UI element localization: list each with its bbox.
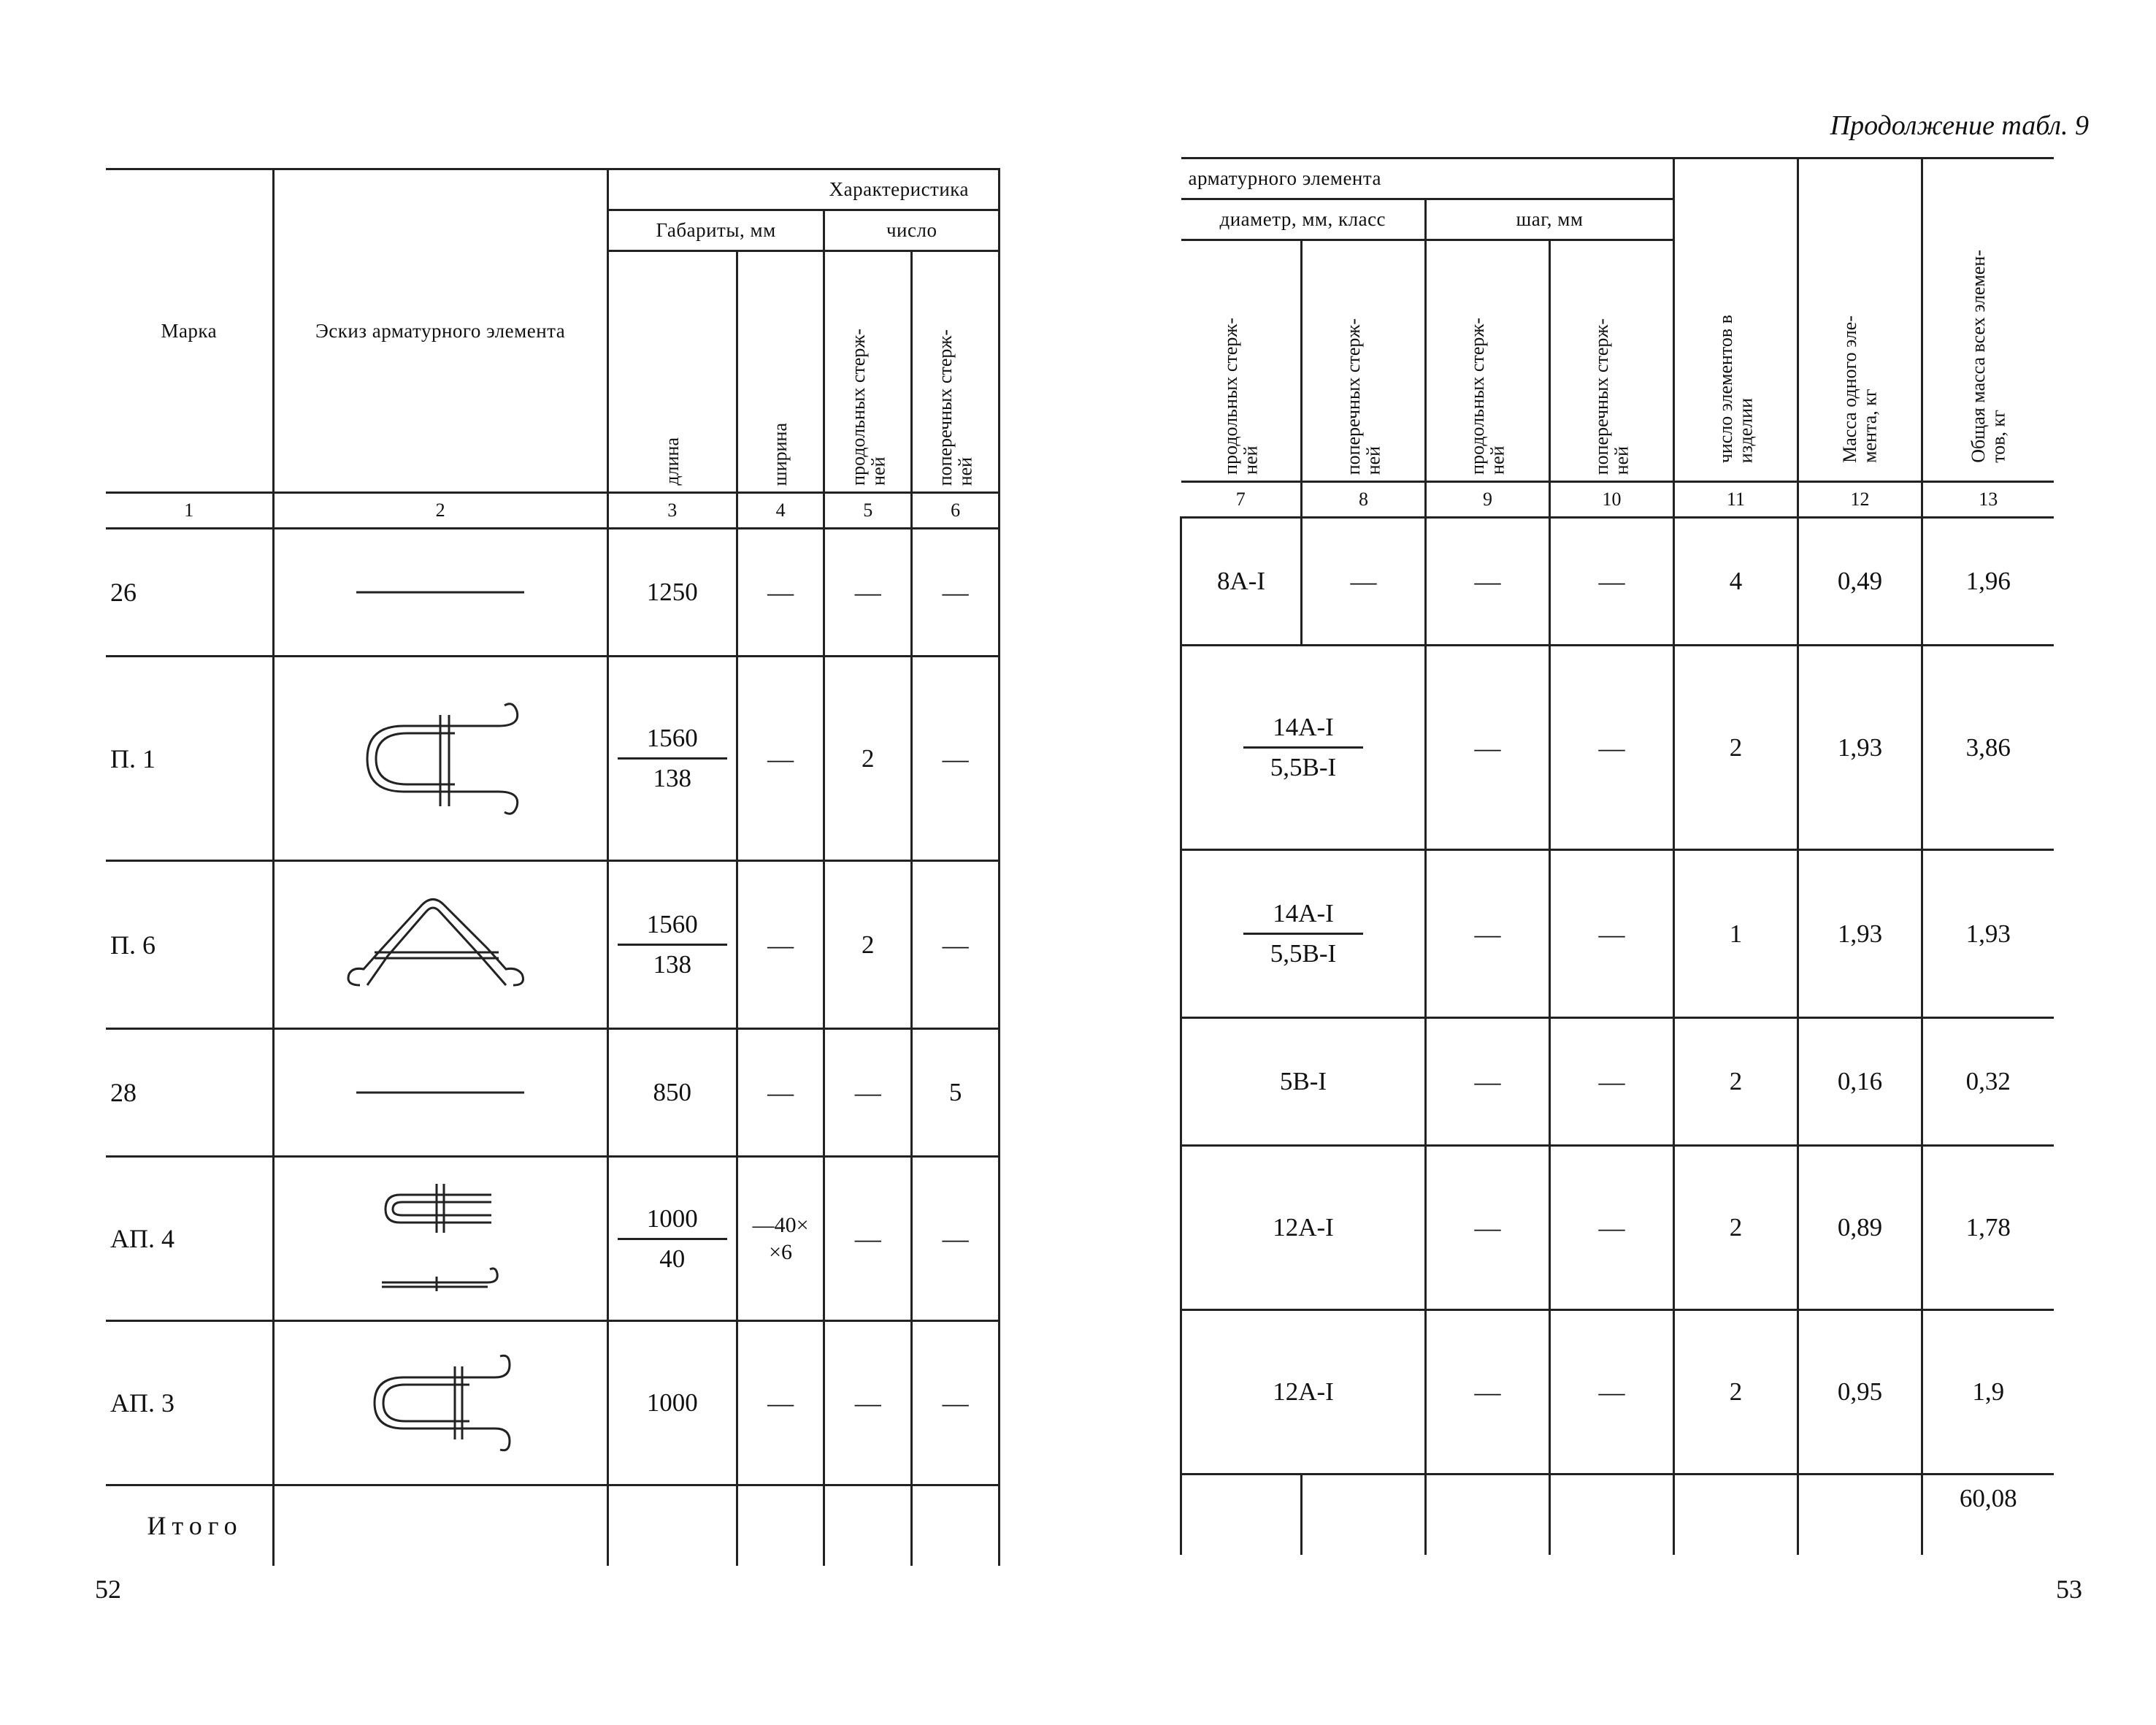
row-count: 2 [1674, 1018, 1798, 1146]
row-mass-one: 1,93 [1798, 850, 1922, 1018]
row-diam-bottom: 5,5B-I [1270, 939, 1337, 968]
row-mark: 28 [106, 1029, 273, 1157]
header-marka: Марка [106, 169, 273, 493]
row-long-count: — [824, 1029, 912, 1157]
col-number: 9 [1426, 482, 1550, 518]
total-value: 60,08 [1922, 1475, 2054, 1555]
row-step-cross: — [1550, 646, 1674, 850]
row-diam-top: 14A-I [1243, 713, 1363, 749]
row-mass-one: 0,89 [1798, 1146, 1922, 1310]
row-mass-total: 1,78 [1922, 1146, 2054, 1310]
row-long-count: 2 [824, 657, 912, 861]
row-step-long: — [1426, 1146, 1550, 1310]
header-prodolnyh: продольных стерж- ней [847, 329, 889, 486]
row-count: 1 [1674, 850, 1798, 1018]
row-diam-cross: — [1302, 518, 1426, 646]
row-cross-count: — [912, 1157, 1000, 1321]
page-number: 53 [2056, 1575, 2082, 1604]
total-row [106, 1485, 1000, 1566]
reinforcement-table-right [1180, 157, 2054, 1555]
col-number: 11 [1674, 482, 1798, 518]
row-length-top: 1000 [618, 1204, 727, 1240]
table-row [1181, 646, 2054, 850]
total-row [1181, 1475, 2054, 1555]
header-characteristic: Характеристика [607, 169, 999, 210]
page-number: 52 [95, 1575, 121, 1604]
straight-bar-sketch [273, 1029, 607, 1157]
row-mark: АП. 3 [106, 1321, 273, 1485]
table-row [1181, 1018, 2054, 1146]
header-chislo: число [824, 210, 1000, 251]
header-gabarity: Габариты, мм [607, 210, 824, 251]
loop-hook-sketch [273, 657, 607, 861]
col-number: 3 [607, 493, 737, 529]
row-length-bottom: 138 [653, 950, 691, 979]
row-mark: П. 6 [106, 861, 273, 1029]
header-shag: шаг, мм [1426, 199, 1674, 240]
row-mass-total: 0,32 [1922, 1018, 2054, 1146]
col-number: 7 [1181, 482, 1302, 518]
table-row [106, 1321, 1000, 1485]
straight-bar-sketch [273, 529, 607, 657]
right-page [1078, 0, 2156, 1725]
header-chislo-elementov: число элементов в изделии [1715, 314, 1757, 463]
continuation-title: Продолжение табл. 9 [1830, 110, 2089, 141]
col-number: 13 [1922, 482, 2054, 518]
row-count: 2 [1674, 646, 1798, 850]
row-long-count: 2 [824, 861, 912, 1029]
lifting-loop-sketch [273, 861, 607, 1029]
row-width-top: —40× [752, 1212, 809, 1237]
header-diametr: диаметр, мм, класс [1181, 199, 1426, 240]
col-number: 4 [737, 493, 824, 529]
table-row [106, 861, 1000, 1029]
row-long-count: — [824, 529, 912, 657]
row-mark: АП. 4 [106, 1157, 273, 1321]
row-step-long: — [1426, 518, 1550, 646]
header-dlina: длина [661, 437, 683, 486]
row-diam-long: 12A-I [1181, 1310, 1426, 1475]
row-width: — [737, 1029, 824, 1157]
row-step-cross: — [1550, 1146, 1674, 1310]
row-cross-count: — [912, 1321, 1000, 1485]
col-number: 6 [912, 493, 1000, 529]
row-mass-total: 3,86 [1922, 646, 2054, 850]
row-step-cross: — [1550, 518, 1674, 646]
reinforcement-table-left [106, 168, 1000, 1566]
row-length-top: 1560 [618, 724, 727, 760]
row-diam-top: 14A-I [1243, 899, 1363, 935]
col-number: 10 [1550, 482, 1674, 518]
row-step-long: — [1426, 1018, 1550, 1146]
row-length: 1250 [607, 529, 737, 657]
row-diam-long: 5B-I [1181, 1018, 1426, 1146]
anchor-plate-sketch [273, 1157, 607, 1321]
header-sketch: Эскиз арматурного элемента [273, 169, 607, 493]
col-number: 12 [1798, 482, 1922, 518]
col-number: 5 [824, 493, 912, 529]
row-diam-long: 12A-I [1181, 1146, 1426, 1310]
header-massa-odnogo: Масса одного эле- мента, кг [1839, 315, 1881, 463]
row-length: 1000 [607, 1321, 737, 1485]
table-row [1181, 518, 2054, 646]
row-count: 2 [1674, 1310, 1798, 1475]
table-row [106, 529, 1000, 657]
row-cross-count: — [912, 861, 1000, 1029]
row-step-cross: — [1550, 1018, 1674, 1146]
row-cross-count: — [912, 529, 1000, 657]
header-poperechnyh: поперечных стерж- ней [935, 329, 976, 486]
row-step-long: — [1426, 850, 1550, 1018]
row-long-count: — [824, 1321, 912, 1485]
row-cross-count: 5 [912, 1029, 1000, 1157]
row-length-top: 1560 [618, 910, 727, 946]
row-width-bottom: ×6 [769, 1240, 793, 1264]
row-count: 4 [1674, 518, 1798, 646]
row-length-bottom: 138 [653, 764, 691, 792]
row-diam-long: 8A-I [1181, 518, 1302, 646]
header-poperechnyh-step: поперечных стерж- ней [1591, 318, 1633, 475]
row-step-cross: — [1550, 1310, 1674, 1475]
row-diam-bottom: 5,5B-I [1270, 753, 1337, 781]
row-mass-total: 1,9 [1922, 1310, 2054, 1475]
double-hook-sketch [273, 1321, 607, 1485]
row-width: — [737, 861, 824, 1029]
col-number: 2 [273, 493, 607, 529]
row-mark: П. 1 [106, 657, 273, 861]
row-length-bottom: 40 [659, 1244, 686, 1273]
header-poperechnyh: поперечных стерж- ней [1343, 318, 1384, 475]
row-mass-one: 0,49 [1798, 518, 1922, 646]
row-count: 2 [1674, 1146, 1798, 1310]
row-mass-one: 1,93 [1798, 646, 1922, 850]
row-long-count: — [824, 1157, 912, 1321]
header-prodolnyh: продольных стерж- ней [1219, 318, 1262, 475]
row-mass-total: 1,96 [1922, 518, 2054, 646]
table-row [1181, 850, 2054, 1018]
row-width: — [737, 529, 824, 657]
table-row [106, 657, 1000, 861]
table-row [1181, 1310, 2054, 1475]
table-row [106, 1157, 1000, 1321]
row-mass-one: 0,16 [1798, 1018, 1922, 1146]
header-obshaya-massa: Общая масса всех элемен- тов, кг [1967, 250, 2009, 463]
header-armaturnogo: арматурного элемента [1181, 158, 1674, 199]
col-number: 1 [106, 493, 273, 529]
row-length: 850 [607, 1029, 737, 1157]
col-number: 8 [1302, 482, 1426, 518]
row-mark: 26 [106, 529, 273, 657]
row-width: — [737, 1321, 824, 1485]
header-prodolnyh-step: продольных стерж- ней [1467, 318, 1508, 475]
row-cross-count: — [912, 657, 1000, 861]
header-shirina: ширина [770, 422, 791, 486]
row-mass-total: 1,93 [1922, 850, 2054, 1018]
row-mass-one: 0,95 [1798, 1310, 1922, 1475]
row-width: — [737, 657, 824, 861]
table-row [106, 1029, 1000, 1157]
row-step-long: — [1426, 1310, 1550, 1475]
total-label: Итого [106, 1485, 273, 1566]
row-step-cross: — [1550, 850, 1674, 1018]
table-row [1181, 1146, 2054, 1310]
row-step-long: — [1426, 646, 1550, 850]
